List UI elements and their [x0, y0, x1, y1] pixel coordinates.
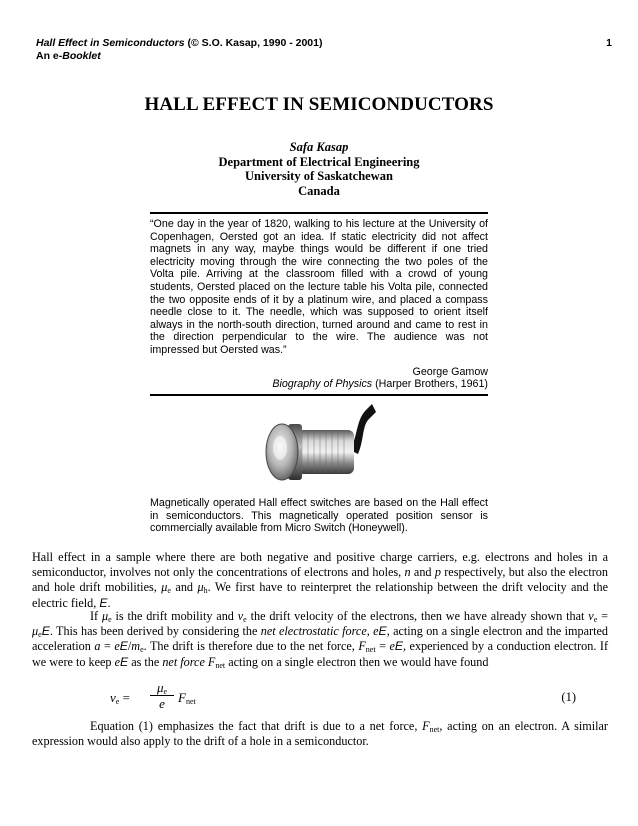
- text-run: acting on a single electron then we would have found: [225, 654, 489, 669]
- equals-sign: =: [119, 690, 130, 705]
- text-run: /: [127, 639, 132, 654]
- text-run: Equation (1) emphasizes the fact that drift is due to a net force,: [90, 719, 423, 733]
- body-paragraph-2: [32, 609, 608, 670]
- var-e: e: [389, 639, 395, 654]
- header-line-2: [36, 50, 596, 63]
- var-E-field: E: [41, 624, 50, 639]
- var-mu: μ: [32, 624, 39, 639]
- subscript-e: e: [108, 615, 112, 624]
- quote-author: George Gamow: [412, 365, 488, 378]
- header-ebooklet-prefix: An e-: [36, 49, 63, 62]
- body-paragraph-3: [32, 719, 608, 749]
- var-E-field: E: [120, 654, 129, 669]
- var-e: e: [159, 696, 165, 711]
- text-run: is the drift mobility and: [111, 609, 238, 623]
- text-run: , acting on a single electron and the imparted acceleration: [32, 624, 608, 654]
- text-run: . This has been derived by considering the: [49, 624, 261, 639]
- var-mu: μ: [161, 580, 168, 595]
- fraction-denominator: [150, 696, 174, 711]
- header-booklet-title: Hall Effect in Semiconductors: [36, 37, 185, 49]
- fraction-numerator: [150, 680, 174, 696]
- hall-effect-sensor-photo: [258, 398, 378, 490]
- header-line-1: [36, 37, 596, 50]
- var-v: v: [588, 609, 594, 623]
- quote-attribution: [150, 366, 488, 396]
- var-m: m: [131, 639, 141, 654]
- subscript-net: net: [365, 645, 376, 655]
- quote-book-title: Biography of Physics: [272, 378, 373, 391]
- var-E-field: E: [119, 639, 128, 654]
- header-ebooklet-word: Booklet: [62, 49, 101, 62]
- text-run: =: [597, 609, 609, 623]
- equation-1: [110, 676, 576, 716]
- equation-number: (1): [561, 690, 576, 704]
- var-E-field: E: [99, 595, 108, 610]
- page-number: 1: [606, 37, 612, 49]
- subscript-e: e: [140, 645, 144, 655]
- epigraph-quote: [150, 212, 488, 396]
- author-university: University of Saskatchewan: [245, 169, 393, 183]
- body-paragraph-1: [32, 550, 608, 611]
- text-run: Hall effect in a sample where there are both negative and positive charge carriers, e.g. electrons and holes in a semiconductor, involves not only the concentrations of electrons and holes,: [32, 550, 608, 580]
- equation-fraction: [150, 680, 174, 711]
- subscript-net: net: [185, 697, 196, 706]
- author-name: Safa Kasap: [289, 140, 349, 154]
- var-e: e: [114, 654, 120, 669]
- var-F: F: [207, 654, 216, 669]
- var-e: e: [114, 639, 120, 654]
- subscript-e: e: [163, 687, 168, 696]
- term-net-electrostatic-force: net electrostatic force: [260, 624, 367, 639]
- text-run: , acting on an electron. A similar expression would also apply to the drift of a hole in a semiconductor.: [32, 719, 608, 749]
- var-mu: μ: [197, 580, 204, 595]
- author-department: Department of Electrical Engineering: [218, 154, 420, 169]
- var-E-field: E: [378, 624, 387, 639]
- text-run: as the: [128, 654, 163, 669]
- running-header: [36, 37, 596, 62]
- text-run: . We first have to reinterpret the relationship between the drift velocity and the electric field,: [32, 580, 608, 610]
- quote-source: [150, 378, 488, 391]
- var-F: F: [358, 639, 366, 654]
- text-run: If: [90, 609, 102, 623]
- subscript-net: net: [429, 725, 440, 734]
- author-block: [0, 140, 638, 198]
- text-run: and: [170, 580, 198, 595]
- subscript-e: e: [115, 697, 120, 706]
- text-run: , experienced by a conduction electron. If we were to keep: [32, 639, 609, 669]
- subscript-e: e: [593, 615, 598, 624]
- text-run: . The drift is therefore due to the net force,: [143, 639, 359, 654]
- var-E-field: E: [394, 639, 403, 654]
- photo-caption: Magnetically operated Hall effect switches are based on the Hall effect in semiconductors. This magnetically operated position sensor is commercially available from Micro Switch (Honeywell).: [150, 497, 488, 535]
- var-e: e: [373, 624, 379, 639]
- text-run: .: [107, 595, 111, 610]
- var-p: p: [434, 565, 441, 580]
- equation-lhs: [110, 690, 130, 706]
- text-run: respectively, but also the electron and hole drift mobilities,: [32, 565, 608, 595]
- text-run: ,: [366, 624, 374, 639]
- subscript-net: net: [215, 660, 226, 670]
- quote-publisher: (Harper Brothers, 1961): [372, 378, 488, 391]
- var-F: F: [178, 690, 186, 705]
- var-v: v: [237, 609, 244, 623]
- text-run: =: [100, 639, 115, 654]
- header-copyright: (© S.O. Kasap, 1990 - 2001): [184, 37, 323, 49]
- var-a: a: [94, 639, 101, 654]
- var-mu: μ: [156, 680, 164, 695]
- text-run: =: [375, 639, 390, 654]
- quote-text: “One day in the year of 1820, walking to his lecture at the University of Copenhagen, Oersted got an idea. If static electricity did not affect magnets in any way, maybe things would be different if one tried electricity moving through the wire connecting the two poles of the Volta pile. Arriving at the classroom filled with a crowd of young students, Oersted placed on the lecture table his Volta pile, connected the two opposite ends of it by a platinum wire, and placed a compass needle close to it. The needle, which was supposed to orient itself always in the north-south direction, turned around and came to rest in the direction perpendicular to the wire. The audience was not impressed but Oersted was.”: [150, 218, 488, 356]
- subscript-e: e: [38, 630, 42, 640]
- var-v: v: [110, 690, 116, 705]
- subscript-h: h: [203, 586, 208, 596]
- text-run: the drift velocity of the electrons, then we have already shown that: [246, 609, 589, 623]
- author-country: Canada: [298, 183, 340, 198]
- subscript-e: e: [243, 615, 247, 624]
- var-n: n: [404, 565, 411, 580]
- page-title: HALL EFFECT IN SEMICONDUCTORS: [144, 94, 494, 115]
- var-F: F: [422, 719, 430, 733]
- equation-rhs: [178, 690, 196, 706]
- term-net-force: net force: [162, 654, 205, 669]
- text-run: and: [410, 565, 435, 580]
- var-mu: μ: [101, 609, 109, 623]
- subscript-e: e: [167, 586, 171, 596]
